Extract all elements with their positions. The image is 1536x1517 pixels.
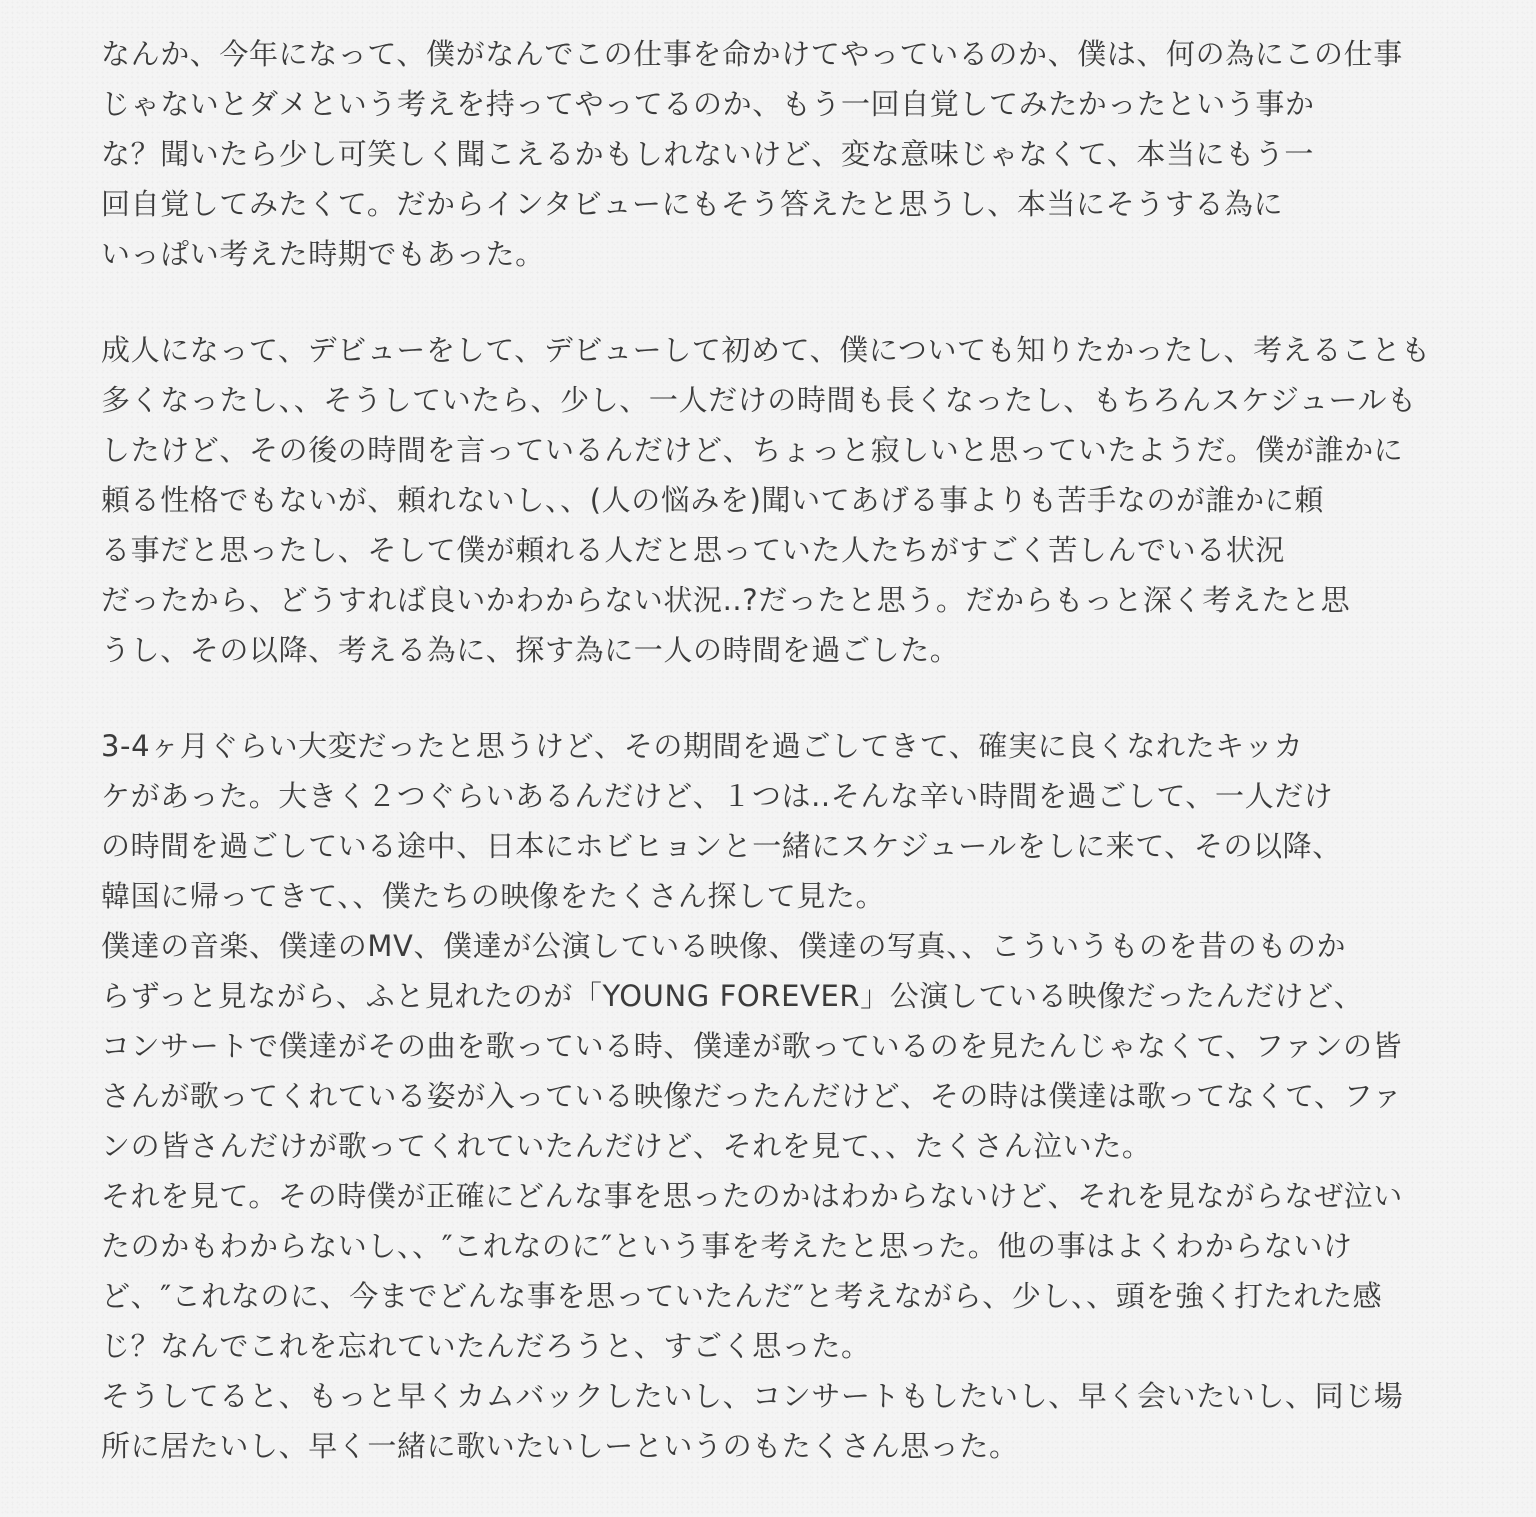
text-line: だったから、どうすれば良いかわからない状況..?だったと思う。だからもっと深く考えたと思 <box>101 583 1351 617</box>
text-line: うし、その以降、考える為に、探す為に一人の時間を過ごした。 <box>101 633 960 667</box>
paragraph-2 <box>101 325 1441 675</box>
text-line: の時間を過ごしている途中、日本にホビヒョンと一緒にスケジュールをしに来て、その以降、 <box>101 829 1342 863</box>
document-body <box>101 29 1441 1517</box>
text-line: さんが歌ってくれている姿が入っている映像だったんだけど、その時は僕達は歌ってなくて、ファ <box>101 1079 1403 1113</box>
text-line: それを見て。その時僕が正確にどんな事を思ったのかはわからないけど、それを見ながらなぜ泣い <box>101 1179 1403 1213</box>
text-line: る事だと思ったし、そして僕が頼れる人だと思っていた人たちがすごく苦しんでいる状況 <box>101 533 1286 567</box>
text-line: そうしてると、もっと早くカムバックしたいし、コンサートもしたいし、早く会いたいし、同じ場 <box>101 1379 1404 1413</box>
text-line: らずっと見ながら、ふと見れたのが「YOUNG FOREVER」公演している映像だったんだけど、 <box>101 979 1364 1013</box>
text-line: コンサートで僕達がその曲を歌っている時、僕達が歌っているのを見たんじゃなくて、ファンの皆 <box>101 1029 1403 1063</box>
text-line: 韓国に帰ってきて、、僕たちの映像をたくさん探して見た。 <box>101 879 886 913</box>
text-line: 所に居たいし、早く一緒に歌いたいしーというのもたくさん思った。 <box>101 1429 1019 1463</box>
text-line: ど、″これなのに、今までどんな事を思っていたんだ″と考えながら、少し、、頭を強く打たれた感 <box>101 1279 1383 1313</box>
text-line: 多くなったし、、そうしていたら、少し、一人だけの時間も長くなったし、もちろんスケジュールも <box>101 383 1417 417</box>
text-line: 頼る性格でもないが、頼れないし、、(人の悩みを)聞いてあげる事よりも苦手なのが誰かに頼 <box>101 483 1324 517</box>
text-line: じゃないとダメという考えを持ってやってるのか、もう一回自覚してみたかったという事か <box>101 87 1315 121</box>
text-line: じ？なんでこれを忘れていたんだろうと、すごく思った。 <box>101 1329 871 1363</box>
text-line: 成人になって、デビューをして、デビューして初めて、僕についても知りたかったし、考えることも <box>101 333 1431 367</box>
text-line: 3-4ヶ月ぐらい大変だったと思うけど、その期間を過ごしてきて、確実に良くなれたキッカ <box>101 729 1304 763</box>
paragraph-1 <box>101 29 1441 279</box>
text-line: いっぱい考えた時期でもあった。 <box>101 237 545 271</box>
text-line: な？聞いたら少し可笑しく聞こえるかもしれないけど、変な意味じゃなくて、本当にもう一 <box>101 137 1315 171</box>
text-line: 僕達の音楽、僕達のMV、僕達が公演している映像、僕達の写真、、こういうものを昔のものか <box>101 929 1347 963</box>
text-line: したけど、その後の時間を言っているんだけど、ちょっと寂しいと思っていたようだ。僕が誰かに <box>101 433 1404 467</box>
text-line: なんか、今年になって、僕がなんでこの仕事を命かけてやっているのか、僕は、何の為にこの仕事 <box>101 37 1403 71</box>
text-line: 回自覚してみたくて。だからインタビューにもそう答えたと思うし、本当にそうする為に <box>101 187 1284 221</box>
text-line: ケがあった。大きく２つぐらいあるんだけど、１つは..そんな辛い時間を過ごして、一人だけ <box>101 779 1334 813</box>
text-line: たのかもわからないし、、″これなのに″という事を考えたと思った。他の事はよくわからないけ <box>101 1229 1353 1263</box>
paragraph-3 <box>101 721 1441 1471</box>
text-line: ンの皆さんだけが歌ってくれていたんだけど、それを見て、、たくさん泣いた。 <box>101 1129 1152 1163</box>
